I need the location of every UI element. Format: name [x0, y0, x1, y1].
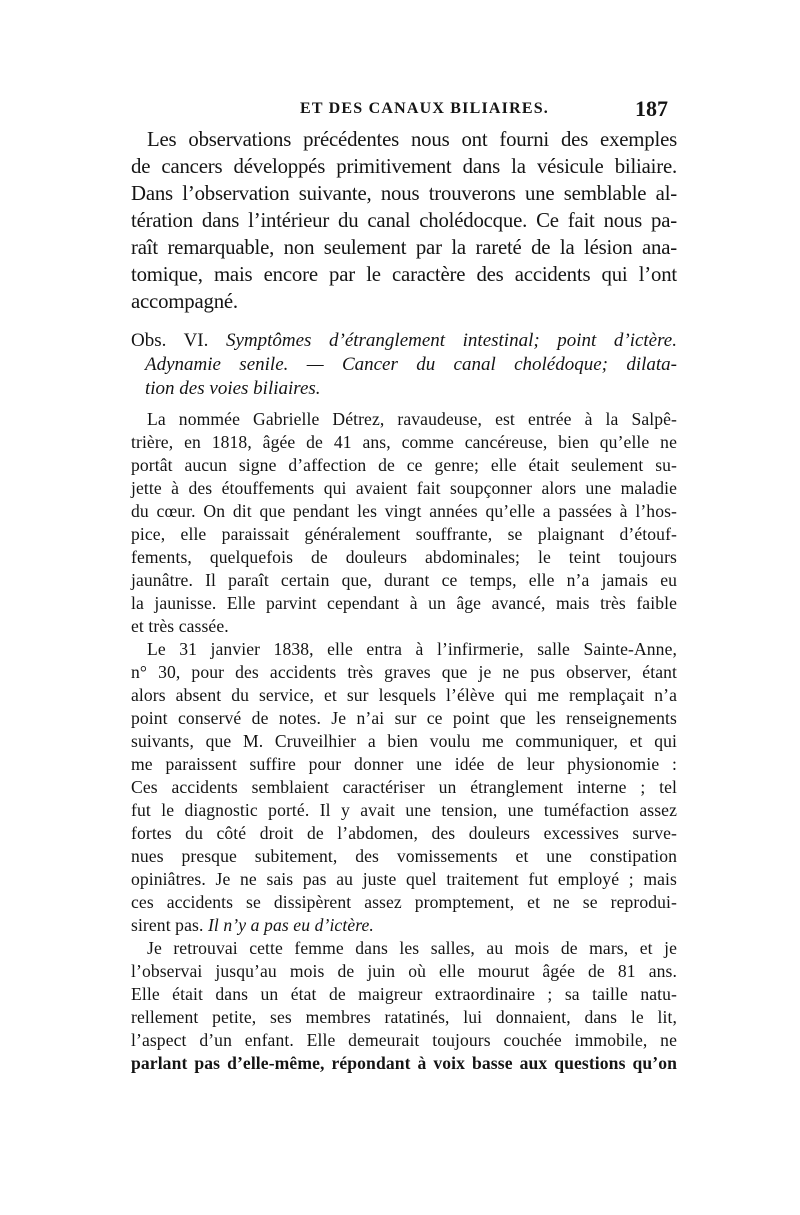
- page-number: 187: [635, 96, 668, 121]
- text-line: Les observations précédentes nous ont fourni des exemples: [147, 128, 677, 151]
- text-line: tomique, mais encore par le caractère des accidents qui l’ont: [131, 263, 677, 286]
- text-line: me paraissent suffire pour donner une idée de leur physionomie :: [131, 754, 677, 774]
- text-line: la jaunisse. Elle parvint cependant à un âge avancé, mais très faible: [131, 593, 677, 613]
- text-line: suivants, que M. Cruveilhier a bien voulu me communiquer, et qui: [131, 731, 677, 751]
- text-line: La nommée Gabrielle Détrez, ravaudeuse, est entrée à la Salpê-: [147, 409, 677, 429]
- text-line: Dans l’observation suivante, nous trouverons une semblable al-: [131, 182, 677, 205]
- text-line: point conservé de notes. Je n’ai sur ce point que les renseignements: [131, 708, 677, 728]
- text-line: n° 30, pour des accidents très graves que je ne pus observer, étant: [131, 662, 677, 682]
- text-line: Je retrouvai cette femme dans les salles, au mois de mars, et je: [147, 938, 677, 958]
- text-run: sirent pas.: [131, 915, 204, 935]
- text-line: Ces accidents semblaient caractériser un étranglement interne ; tel: [131, 777, 677, 797]
- text-line: l’aspect d’un enfant. Elle demeurait toujours couchée immobile, ne: [131, 1030, 677, 1050]
- text-line: trière, en 1818, âgée de 41 ans, comme cancéreuse, bien qu’elle ne: [131, 432, 677, 452]
- running-title: ET DES CANAUX BILIAIRES.: [300, 100, 550, 117]
- text-line: fut le diagnostic porté. Il y avait une tension, une tuméfaction assez: [131, 800, 677, 820]
- text-line: tération dans l’intérieur du canal cholédocque. Ce fait nous pa-: [131, 209, 677, 232]
- text-line: raît remarquable, non seulement par la rareté de la lésion ana-: [131, 236, 677, 259]
- text-line: fortes du côté droit de l’abdomen, des douleurs excessives surve-: [131, 823, 677, 843]
- observation-heading-line: tion des voies biliaires.: [145, 378, 321, 399]
- italic-run: Il n’y a pas eu d’ictère.: [207, 915, 374, 935]
- text-line: Le 31 janvier 1838, elle entra à l’infirmerie, salle Sainte-Anne,: [147, 639, 677, 659]
- text-line: ces accidents se dissipèrent assez promptement, et ne se reprodui-: [131, 892, 677, 912]
- text-line: de cancers développés primitivement dans la vésicule biliaire.: [131, 155, 677, 178]
- text-line: jette à des étouffements qui avaient fait soupçonner alors une maladie: [131, 478, 677, 498]
- observation-title: Symptômes d’étranglement intestinal; point d’ictère.: [225, 330, 677, 351]
- text-line: accompagné.: [131, 290, 238, 313]
- observation-heading-line: [131, 330, 677, 352]
- observation-heading-line: Adynamie senile. — Cancer du canal cholédoque; dilata-: [145, 354, 677, 375]
- text-line: et très cassée.: [131, 616, 229, 636]
- text-line-emphasis: [131, 915, 677, 936]
- text-line: pice, elle paraissait généralement souffrante, se plaignant d’étouf-: [131, 524, 677, 544]
- page-header: [138, 96, 668, 122]
- text-line: portât aucun signe d’affection de ce genre; elle était seulement su-: [131, 455, 677, 475]
- text-line: du cœur. On dit que pendant les vingt années qu’elle a passées à l’hos-: [131, 501, 677, 521]
- text-line: alors absent du service, et sur lesquels l’élève qui me remplaçait n’a: [131, 685, 677, 705]
- observation-label: Obs. VI.: [131, 330, 209, 351]
- text-line: nues presque subitement, des vomissements et une constipation: [131, 846, 677, 866]
- text-line: Elle était dans un état de maigreur extraordinaire ; sa taille natu-: [131, 984, 677, 1004]
- text-line: l’observai jusqu’au mois de juin où elle mourut âgée de 81 ans.: [131, 961, 677, 981]
- text-line: jaunâtre. Il paraît certain que, durant ce temps, elle n’a jamais eu: [131, 570, 677, 590]
- text-line: rellement petite, ses membres ratatinés, lui donnaient, dans le lit,: [131, 1007, 677, 1027]
- text-line: fements, quelquefois de douleurs abdominales; le teint toujours: [131, 547, 677, 567]
- text-line: opiniâtres. Je ne sais pas au juste quel traitement fut employé ; mais: [131, 869, 677, 889]
- text-line: parlant pas d’elle-même, répondant à voix basse aux questions qu’on: [131, 1053, 677, 1073]
